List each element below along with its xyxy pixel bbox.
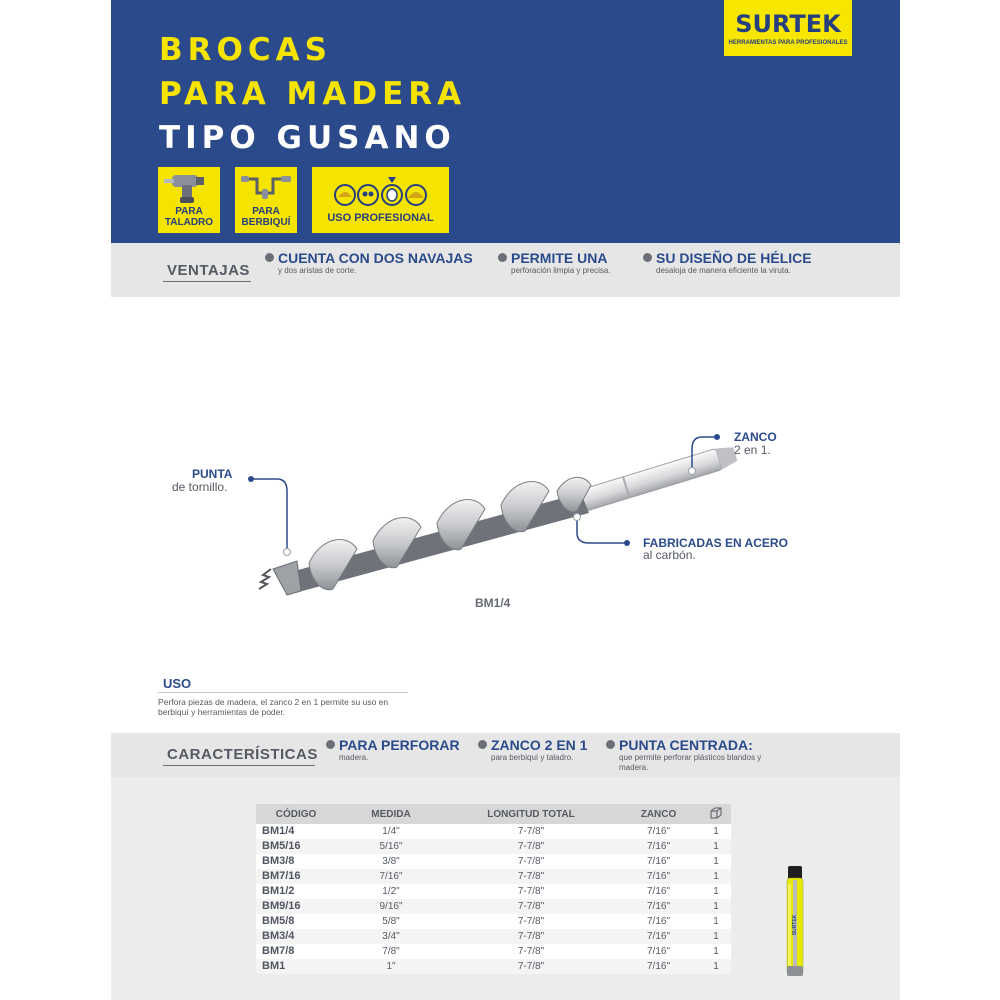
cell-longitud: 7-7/8" bbox=[446, 839, 616, 854]
ventaja-1-title: CUENTA CON DOS NAVAJAS bbox=[278, 250, 473, 266]
bullet-dot bbox=[643, 253, 652, 262]
title-line-2: PARA MADERA bbox=[159, 76, 467, 112]
cell-zanco: 7/16" bbox=[616, 944, 701, 959]
table-row bbox=[256, 944, 731, 959]
uso-divider bbox=[158, 692, 408, 693]
cell-longitud: 7-7/8" bbox=[446, 959, 616, 974]
table-row bbox=[256, 854, 731, 869]
caracteristicas-heading: CARACTERÍSTICAS bbox=[167, 746, 318, 763]
table-row bbox=[256, 869, 731, 884]
table-row bbox=[256, 914, 731, 929]
ventaja-2-desc: perforación limpia y precisa. bbox=[511, 266, 611, 275]
cell-longitud: 7-7/8" bbox=[446, 884, 616, 899]
cell-longitud: 7-7/8" bbox=[446, 899, 616, 914]
cell-codigo: BM7/8 bbox=[256, 944, 336, 959]
header-zanco: ZANCO bbox=[616, 804, 701, 824]
header-codigo: CÓDIGO bbox=[256, 804, 336, 824]
table-row bbox=[256, 899, 731, 914]
title-line-3: TIPO GUSANO bbox=[159, 120, 456, 156]
ventaja-2-title: PERMITE UNA bbox=[511, 250, 608, 266]
cell-longitud: 7-7/8" bbox=[446, 929, 616, 944]
cell-qty: 1 bbox=[701, 824, 731, 839]
cell-medida: 1/4" bbox=[336, 824, 446, 839]
cell-codigo: BM3/4 bbox=[256, 929, 336, 944]
cell-zanco: 7/16" bbox=[616, 839, 701, 854]
caracteristica-1-title: PARA PERFORAR bbox=[339, 737, 460, 753]
badge-uso-profesional-label: USO PROFESIONAL bbox=[327, 212, 434, 224]
cell-zanco: 7/16" bbox=[616, 869, 701, 884]
cell-codigo: BM5/16 bbox=[256, 839, 336, 854]
surtek-logo bbox=[724, 0, 852, 56]
caracteristica-2-desc: para berbiquí y taladro. bbox=[491, 753, 574, 762]
callout-acero-title: FABRICADAS EN ACERO bbox=[643, 536, 788, 550]
cell-qty: 1 bbox=[701, 929, 731, 944]
caracteristica-3-desc: que permite perforar plásticos blandos y madera. bbox=[619, 753, 762, 772]
package-brand: SURTEK bbox=[792, 914, 798, 936]
table-row bbox=[256, 959, 731, 974]
cell-codigo: BM3/8 bbox=[256, 854, 336, 869]
cell-qty: 1 bbox=[701, 854, 731, 869]
cell-medida: 5/16" bbox=[336, 839, 446, 854]
cell-zanco: 7/16" bbox=[616, 884, 701, 899]
product-sheet bbox=[111, 0, 900, 1000]
cell-qty: 1 bbox=[701, 914, 731, 929]
bullet-dot bbox=[326, 740, 335, 749]
cell-zanco: 7/16" bbox=[616, 824, 701, 839]
box-icon bbox=[710, 807, 722, 819]
badge-berbiqui bbox=[235, 167, 297, 233]
cell-codigo: BM9/16 bbox=[256, 899, 336, 914]
professional-use-icon bbox=[312, 169, 449, 209]
caracteristica-3-title: PUNTA CENTRADA: bbox=[619, 737, 753, 753]
caracteristicas-underline bbox=[163, 765, 315, 766]
caracteristica-2-title: ZANCO 2 EN 1 bbox=[491, 737, 588, 753]
table-row bbox=[256, 929, 731, 944]
hand-brace-icon bbox=[235, 169, 297, 205]
cell-longitud: 7-7/8" bbox=[446, 854, 616, 869]
header-banner bbox=[111, 0, 900, 243]
product-area bbox=[111, 297, 900, 727]
table-row bbox=[256, 884, 731, 899]
table-row bbox=[256, 824, 731, 839]
badge-uso-profesional bbox=[312, 167, 449, 233]
cell-longitud: 7-7/8" bbox=[446, 914, 616, 929]
cell-zanco: 7/16" bbox=[616, 959, 701, 974]
logo-tagline: HERRAMIENTAS PARA PROFESIONALES bbox=[728, 40, 848, 46]
cell-codigo: BM5/8 bbox=[256, 914, 336, 929]
cell-longitud: 7-7/8" bbox=[446, 824, 616, 839]
header-qty bbox=[701, 804, 731, 824]
header-longitud: LONGITUD TOTAL bbox=[446, 804, 616, 824]
ventaja-3-title: SU DISEÑO DE HÉLICE bbox=[656, 250, 812, 266]
bullet-dot bbox=[498, 253, 507, 262]
table-row bbox=[256, 839, 731, 854]
callout-acero-desc: al carbón. bbox=[643, 548, 696, 562]
cell-qty: 1 bbox=[701, 959, 731, 974]
cell-medida: 3/8" bbox=[336, 854, 446, 869]
cell-codigo: BM1 bbox=[256, 959, 336, 974]
cell-zanco: 7/16" bbox=[616, 899, 701, 914]
badge-taladro bbox=[158, 167, 220, 233]
bullet-dot bbox=[606, 740, 615, 749]
title-line-1: BROCAS bbox=[159, 32, 332, 68]
ventajas-underline bbox=[163, 281, 251, 282]
cell-longitud: 7-7/8" bbox=[446, 869, 616, 884]
cell-medida: 1/2" bbox=[336, 884, 446, 899]
cell-medida: 7/16" bbox=[336, 869, 446, 884]
cell-codigo: BM1/4 bbox=[256, 824, 336, 839]
cell-medida: 3/4" bbox=[336, 929, 446, 944]
cell-medida: 1" bbox=[336, 959, 446, 974]
cell-zanco: 7/16" bbox=[616, 929, 701, 944]
ventaja-1-desc: y dos aristas de corte. bbox=[278, 266, 357, 275]
ventaja-3-desc: desaloja de manera eficiente la viruta. bbox=[656, 266, 791, 275]
callout-zanco-desc: 2 en 1. bbox=[734, 443, 771, 457]
cell-qty: 1 bbox=[701, 944, 731, 959]
badge-taladro-line1: PARA bbox=[175, 206, 203, 217]
cell-medida: 9/16" bbox=[336, 899, 446, 914]
cell-longitud: 7-7/8" bbox=[446, 944, 616, 959]
cell-medida: 5/8" bbox=[336, 914, 446, 929]
cell-codigo: BM7/16 bbox=[256, 869, 336, 884]
cell-medida: 7/8" bbox=[336, 944, 446, 959]
callout-punta-desc: de tornillo. bbox=[172, 480, 228, 494]
badge-berbiqui-line2: BERBIQUÍ bbox=[241, 217, 291, 228]
cell-qty: 1 bbox=[701, 899, 731, 914]
uso-text: Perfora piezas de madera, el zanco 2 en 1 permite su uso en berbiquí y herramientas de poder. bbox=[158, 697, 389, 717]
cell-codigo: BM1/2 bbox=[256, 884, 336, 899]
bullet-dot bbox=[478, 740, 487, 749]
cell-zanco: 7/16" bbox=[616, 854, 701, 869]
auger-drill-bit-image bbox=[111, 297, 900, 727]
table-body bbox=[256, 824, 731, 974]
cell-zanco: 7/16" bbox=[616, 914, 701, 929]
ventajas-band bbox=[111, 243, 900, 297]
spec-table bbox=[256, 804, 731, 974]
caracteristica-1-desc: madera. bbox=[339, 753, 369, 762]
logo-name: SURTEK bbox=[735, 10, 841, 38]
uso-heading: USO bbox=[163, 676, 192, 691]
header-medida: MEDIDA bbox=[336, 804, 446, 824]
cell-qty: 1 bbox=[701, 884, 731, 899]
cell-qty: 1 bbox=[701, 869, 731, 884]
callout-punta-title: PUNTA bbox=[192, 467, 233, 481]
model-code: BM1/4 bbox=[475, 596, 511, 610]
ventajas-heading: VENTAJAS bbox=[167, 262, 250, 279]
badge-berbiqui-line1: PARA bbox=[252, 206, 280, 217]
caracteristicas-band bbox=[111, 733, 900, 777]
bullet-dot bbox=[265, 253, 274, 262]
callout-zanco-title: ZANCO bbox=[734, 430, 777, 444]
cell-qty: 1 bbox=[701, 839, 731, 854]
table-header-row bbox=[256, 804, 731, 824]
drill-icon bbox=[158, 169, 220, 205]
badge-taladro-line2: TALADRO bbox=[164, 217, 214, 228]
